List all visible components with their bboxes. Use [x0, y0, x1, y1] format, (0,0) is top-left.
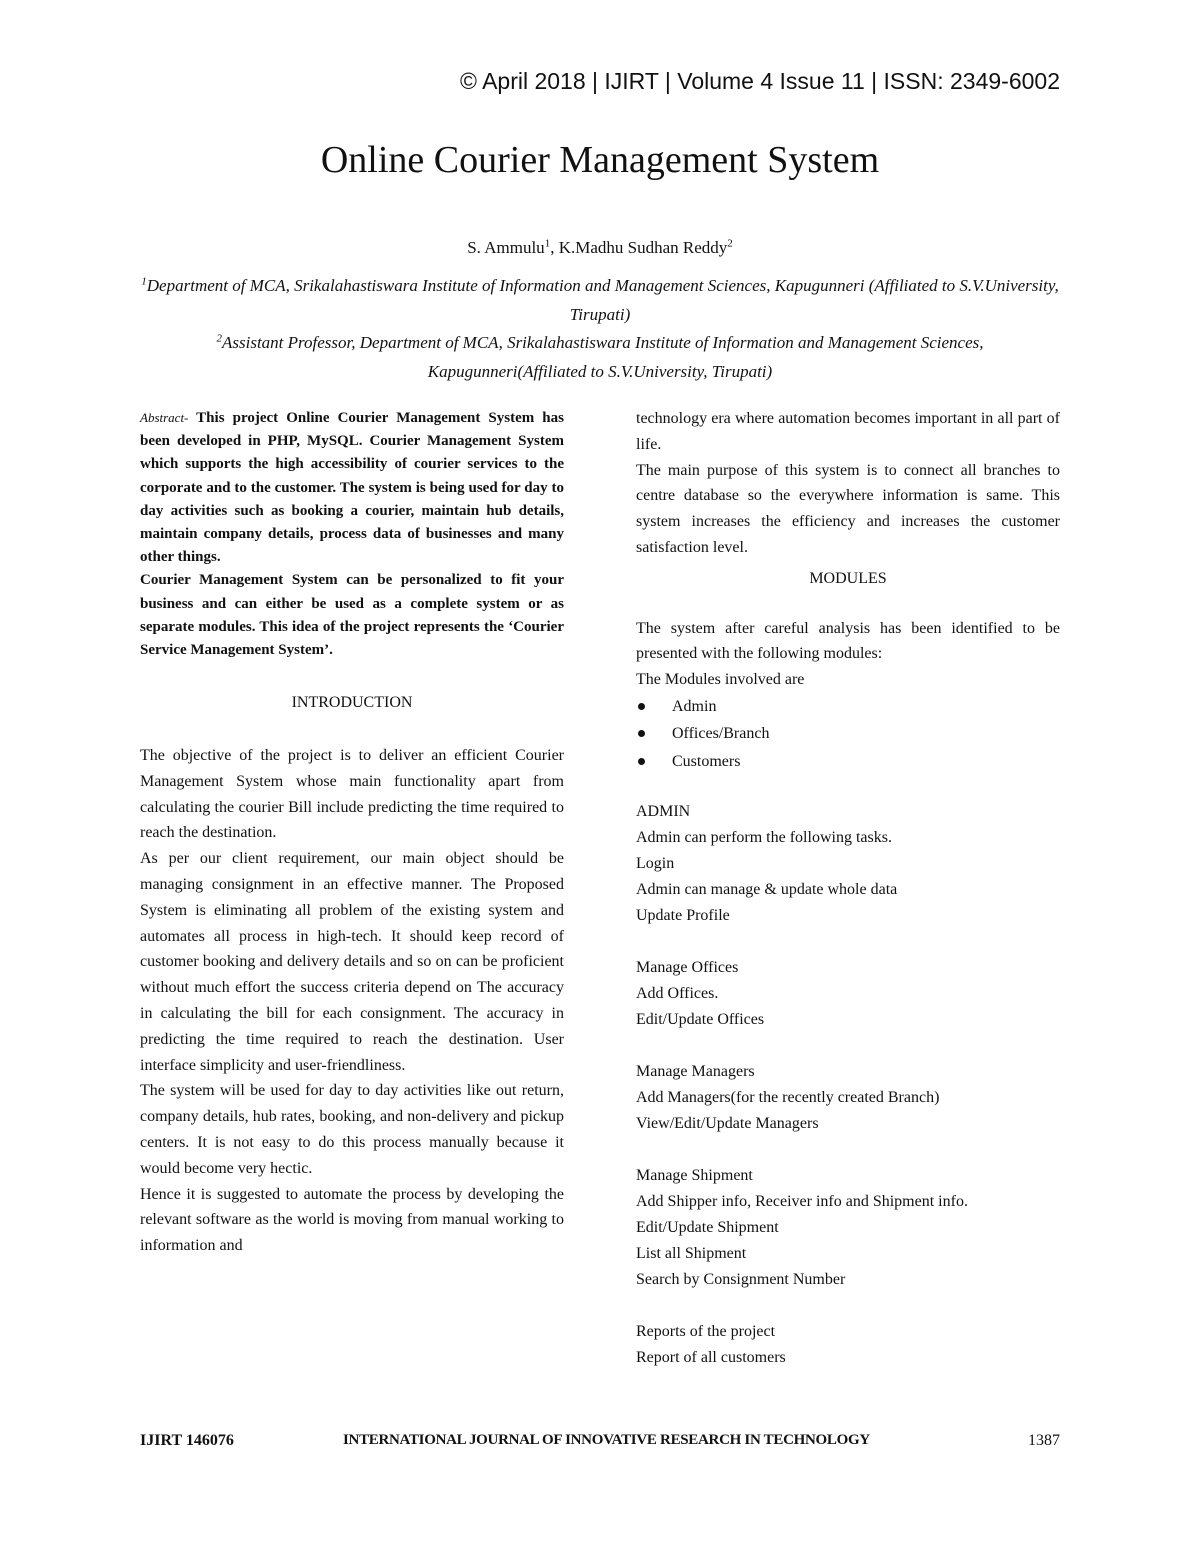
- footer-paper-code: IJIRT 146076: [140, 1432, 234, 1449]
- author-2-sup: 2: [727, 237, 733, 250]
- offices-line: Edit/Update Offices: [636, 1011, 765, 1029]
- abstract-paragraph-1: [140, 406, 564, 569]
- modules-involved: The Modules involved are: [636, 671, 805, 689]
- footer-journal-name: INTERNATIONAL JOURNAL OF INNOVATIVE RESEARCH IN TECHNOLOGY: [343, 1432, 870, 1448]
- admin-line: Login: [636, 855, 675, 873]
- bullet-icon: [638, 758, 645, 765]
- intro-paragraph-4: Hence it is suggested to automate the process by developing the relevant software as the world is moving from manual working to information and: [140, 1185, 564, 1255]
- reports-line: Reports of the project: [636, 1323, 776, 1341]
- intro-paragraph-1: The objective of the project is to deliver an efficient Courier Management System whose main functionality apart from calculating the courier Bill include predicting the time required to reach the destination.: [140, 747, 564, 842]
- reports-line: Report of all customers: [636, 1349, 786, 1367]
- shipment-line: Add Shipper info, Receiver info and Shipment info.: [636, 1193, 968, 1211]
- affiliation-2: [140, 328, 1060, 386]
- intro-paragraph-2: As per our client requirement, our main object should be managing consignment in an effective manner. The Proposed System is eliminating all problem of the existing system and automates all process in high-tech. It should keep record of customer booking and delivery details and so on can be proficient without much effort the success criteria depend on The accuracy in calculating the bill for each consignment. The accuracy in predicting the time required to reach the destination. User interface simplicity and user-friendliness.: [140, 850, 564, 1074]
- bullet-icon: [638, 730, 645, 737]
- shipment-block: [636, 1163, 1060, 1293]
- shipment-line: Edit/Update Shipment: [636, 1219, 779, 1237]
- modules-list: [636, 693, 1060, 776]
- author-line: [0, 238, 1200, 258]
- bullet-icon: [638, 703, 645, 710]
- affiliation-1-text: Department of MCA, Srikalahastiswara Institute of Information and Management Sciences, Kapugunneri (Affiliated to S.V.University, Tirupati): [146, 276, 1059, 324]
- managers-line: Add Managers(for the recently created Branch): [636, 1089, 940, 1107]
- shipment-line: Manage Shipment: [636, 1167, 753, 1185]
- offices-line: Manage Offices: [636, 959, 739, 977]
- affiliation-2-sup: 2: [216, 332, 222, 345]
- modules-intro: The system after careful analysis has been identified to be presented with the following modules:: [636, 619, 1060, 663]
- abstract-lead: Abstract-: [140, 410, 189, 425]
- offices-line: Add Offices.: [636, 985, 719, 1003]
- author-2: K.Madhu Sudhan Reddy: [558, 238, 728, 257]
- shipment-line: List all Shipment: [636, 1245, 747, 1263]
- purpose-paragraph: The main purpose of this system is to connect all branches to centre database so the everywhere information is same. This system increases the efficiency and increases the customer satisfaction level.: [636, 461, 1060, 556]
- list-item: Offices/Branch: [636, 720, 1060, 748]
- admin-line: Admin can perform the following tasks.: [636, 829, 892, 847]
- admin-block: [636, 799, 1060, 929]
- abstract-paragraph-2: Courier Management System can be personalized to fit your business and can either be used as a complete system or as separate modules. This idea of the project represents the ‘Courier Service Management System’.: [140, 572, 564, 659]
- offices-block: [636, 955, 1060, 1033]
- author-1-sup: 1: [544, 237, 551, 250]
- managers-line: Manage Managers: [636, 1063, 755, 1081]
- admin-heading: ADMIN: [636, 803, 691, 821]
- reports-block: [636, 1319, 1060, 1371]
- managers-block: [636, 1059, 1060, 1137]
- introduction-heading: INTRODUCTION: [291, 694, 413, 712]
- affiliation-2-text: Assistant Professor, Department of MCA, Srikalahastiswara Institute of Information and Management Sciences, Kapugunneri(Affiliated to S.V.University, Tirupati): [222, 333, 984, 381]
- author-separator: ,: [550, 238, 559, 257]
- page-footer: [140, 1432, 1060, 1456]
- list-item: Admin: [636, 693, 1060, 721]
- left-column: [140, 406, 564, 1259]
- footer-page-number: 1387: [1028, 1432, 1060, 1449]
- abstract-text-1: This project Online Courier Management System has been developed in PHP, MySQL. Courier Management System which supports the high accessibility of courier services to the corporate and to the customer. The system is being used for day to day activities such as booking a courier, maintain hub details, maintain company details, process data of businesses and many other things.: [140, 410, 564, 566]
- continued-paragraph: technology era where automation becomes important in all part of life.: [636, 410, 1060, 453]
- paper-title: Online Courier Management System: [320, 139, 880, 181]
- author-1: S. Ammulu: [467, 238, 545, 257]
- admin-line: Update Profile: [636, 907, 730, 925]
- affiliation-1: [140, 271, 1060, 329]
- intro-paragraph-3: The system will be used for day to day activities like out return, company details, hub rates, booking, and non-delivery and pickup centers. It is not easy to do this process manually because it would become very hectic.: [140, 1082, 564, 1177]
- admin-line: Admin can manage & update whole data: [636, 881, 898, 899]
- right-column: [636, 406, 1060, 1371]
- journal-header: © April 2018 | IJIRT | Volume 4 Issue 11 | ISSN: 2349-6002: [460, 68, 1060, 94]
- affiliation-1-sup: 1: [141, 275, 147, 288]
- list-item: Customers: [636, 748, 1060, 776]
- modules-heading: MODULES: [809, 569, 887, 587]
- shipment-line: Search by Consignment Number: [636, 1271, 846, 1289]
- managers-line: View/Edit/Update Managers: [636, 1115, 819, 1133]
